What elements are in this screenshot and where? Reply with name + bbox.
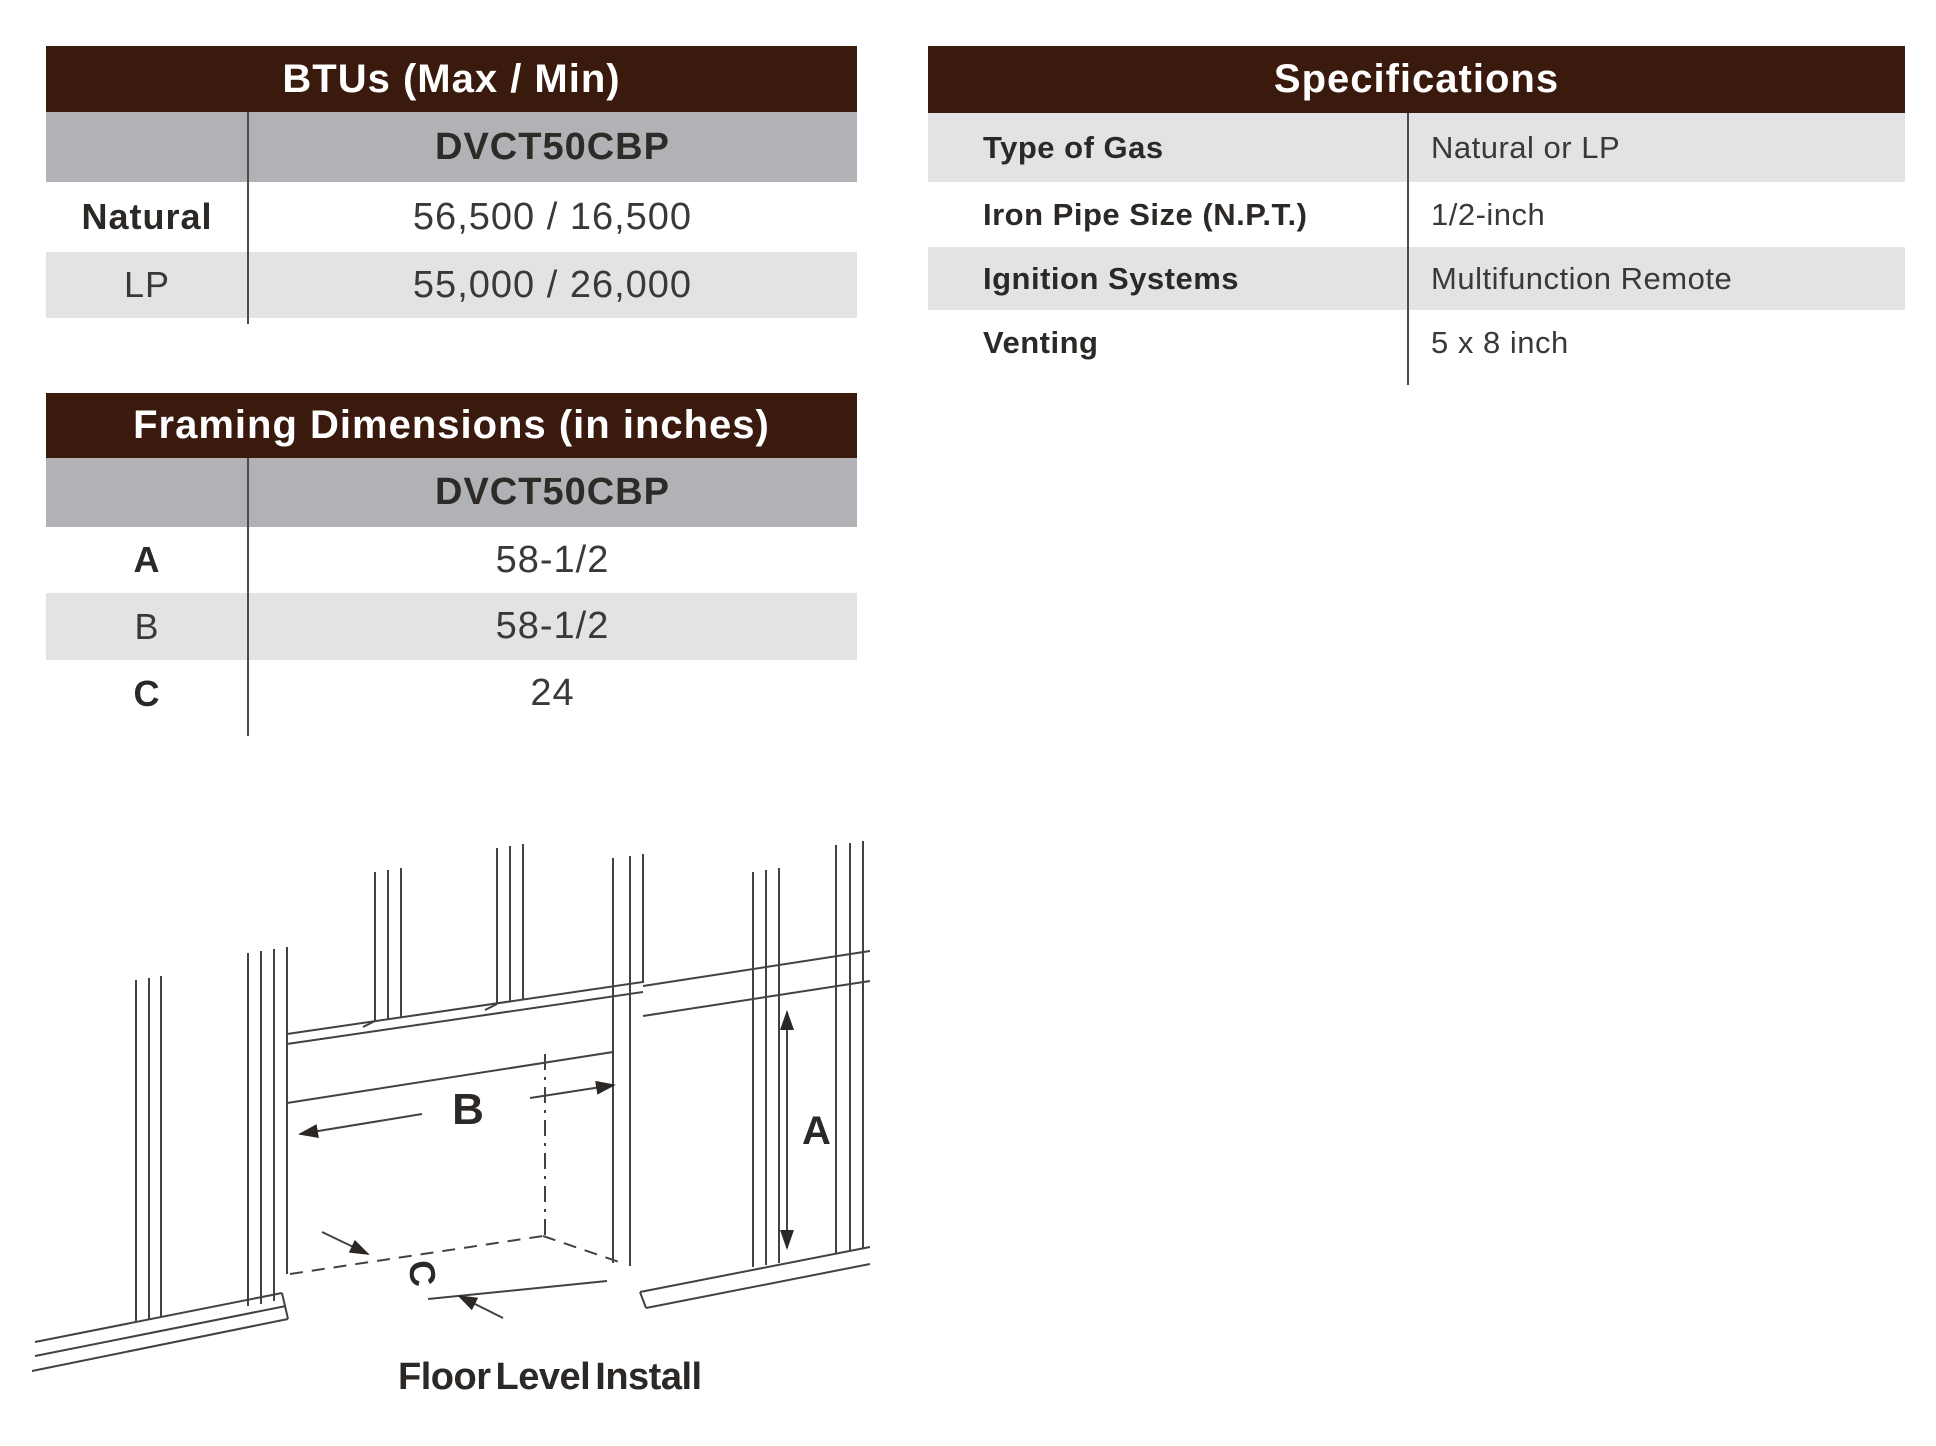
spec-label-type-of-gas: Type of Gas xyxy=(983,129,1164,165)
framing-row-c xyxy=(46,660,857,727)
spec-label-ignition-systems: Ignition Systems xyxy=(983,260,1240,296)
dimension-c-arrow-top xyxy=(322,1232,368,1254)
btus-row-lp-value: 55,000 / 26,000 xyxy=(412,263,693,306)
spec-row-ignition-systems xyxy=(928,247,1905,310)
framing-row-c-label: C xyxy=(133,672,161,714)
spec-label-iron-pipe-size: Iron Pipe Size (N.P.T.) xyxy=(983,196,1308,232)
diagram-hearth-line xyxy=(428,1281,607,1299)
dimension-c-arrow-bottom xyxy=(459,1296,503,1318)
spec-value-ignition-systems: Multifunction Remote xyxy=(1431,260,1733,296)
btus-row-lp-label: LP xyxy=(123,264,171,305)
btus-row-natural-label: Natural xyxy=(81,196,213,237)
framing-model-name: DVCT50CBP xyxy=(435,471,670,513)
diagram-cripple-studs xyxy=(363,844,523,1027)
specifications-title-bar xyxy=(928,46,1905,113)
spec-row-type-of-gas xyxy=(928,113,1905,182)
btus-row-lp xyxy=(46,252,857,318)
framing-model-row-empty-cell xyxy=(46,458,248,527)
btus-model-row-empty-cell xyxy=(46,112,248,182)
dimension-b-arrow-left xyxy=(300,1114,422,1134)
framing-diagram xyxy=(30,820,890,1400)
diagram-right-studs xyxy=(753,841,863,1267)
specifications-title: Specifications xyxy=(1273,57,1560,101)
btus-row-natural-value: 56,500 / 16,500 xyxy=(412,195,693,238)
btus-table-title: BTUs (Max / Min) xyxy=(282,56,621,101)
btus-row-natural xyxy=(46,182,857,252)
spec-label-venting: Venting xyxy=(983,324,1099,360)
framing-row-a-value: 58-1/2 xyxy=(495,538,610,581)
btus-column-divider xyxy=(247,112,249,324)
framing-row-a xyxy=(46,527,857,593)
btus-table xyxy=(46,46,857,318)
specifications-table xyxy=(928,46,1905,375)
diagram-left-studs xyxy=(136,947,287,1321)
diagram-caption: Floor Level Install xyxy=(398,1356,702,1398)
framing-title-bar xyxy=(46,393,857,458)
spec-row-venting xyxy=(928,310,1905,375)
spec-value-venting: 5 x 8 inch xyxy=(1431,324,1569,360)
diagram-right-king-stud xyxy=(613,854,643,1266)
framing-dimensions-table xyxy=(46,393,857,727)
spec-value-iron-pipe-size: 1/2-inch xyxy=(1431,196,1546,232)
spec-value-type-of-gas: Natural or LP xyxy=(1431,129,1621,165)
framing-row-c-value: 24 xyxy=(530,672,575,714)
framing-column-divider xyxy=(247,458,249,736)
framing-model-row xyxy=(46,458,857,527)
btus-model-name: DVCT50CBP xyxy=(435,125,670,168)
framing-row-b xyxy=(46,593,857,660)
framing-row-b-value: 58-1/2 xyxy=(495,605,610,647)
dimension-a-label: A xyxy=(802,1109,831,1153)
btus-table-title-bar xyxy=(46,46,857,112)
dimension-c-label: C xyxy=(400,1257,445,1289)
spec-row-iron-pipe-size xyxy=(928,182,1905,247)
framing-row-b-label: B xyxy=(134,605,160,647)
specifications-column-divider xyxy=(1407,113,1409,385)
framing-row-a-label: A xyxy=(133,539,161,580)
dimension-b-arrow-right xyxy=(530,1085,614,1098)
dimension-b-label: B xyxy=(452,1085,484,1134)
framing-title: Framing Dimensions (in inches) xyxy=(133,403,770,447)
diagram-right-bottom-plate xyxy=(640,1247,870,1308)
btus-model-row xyxy=(46,112,857,182)
